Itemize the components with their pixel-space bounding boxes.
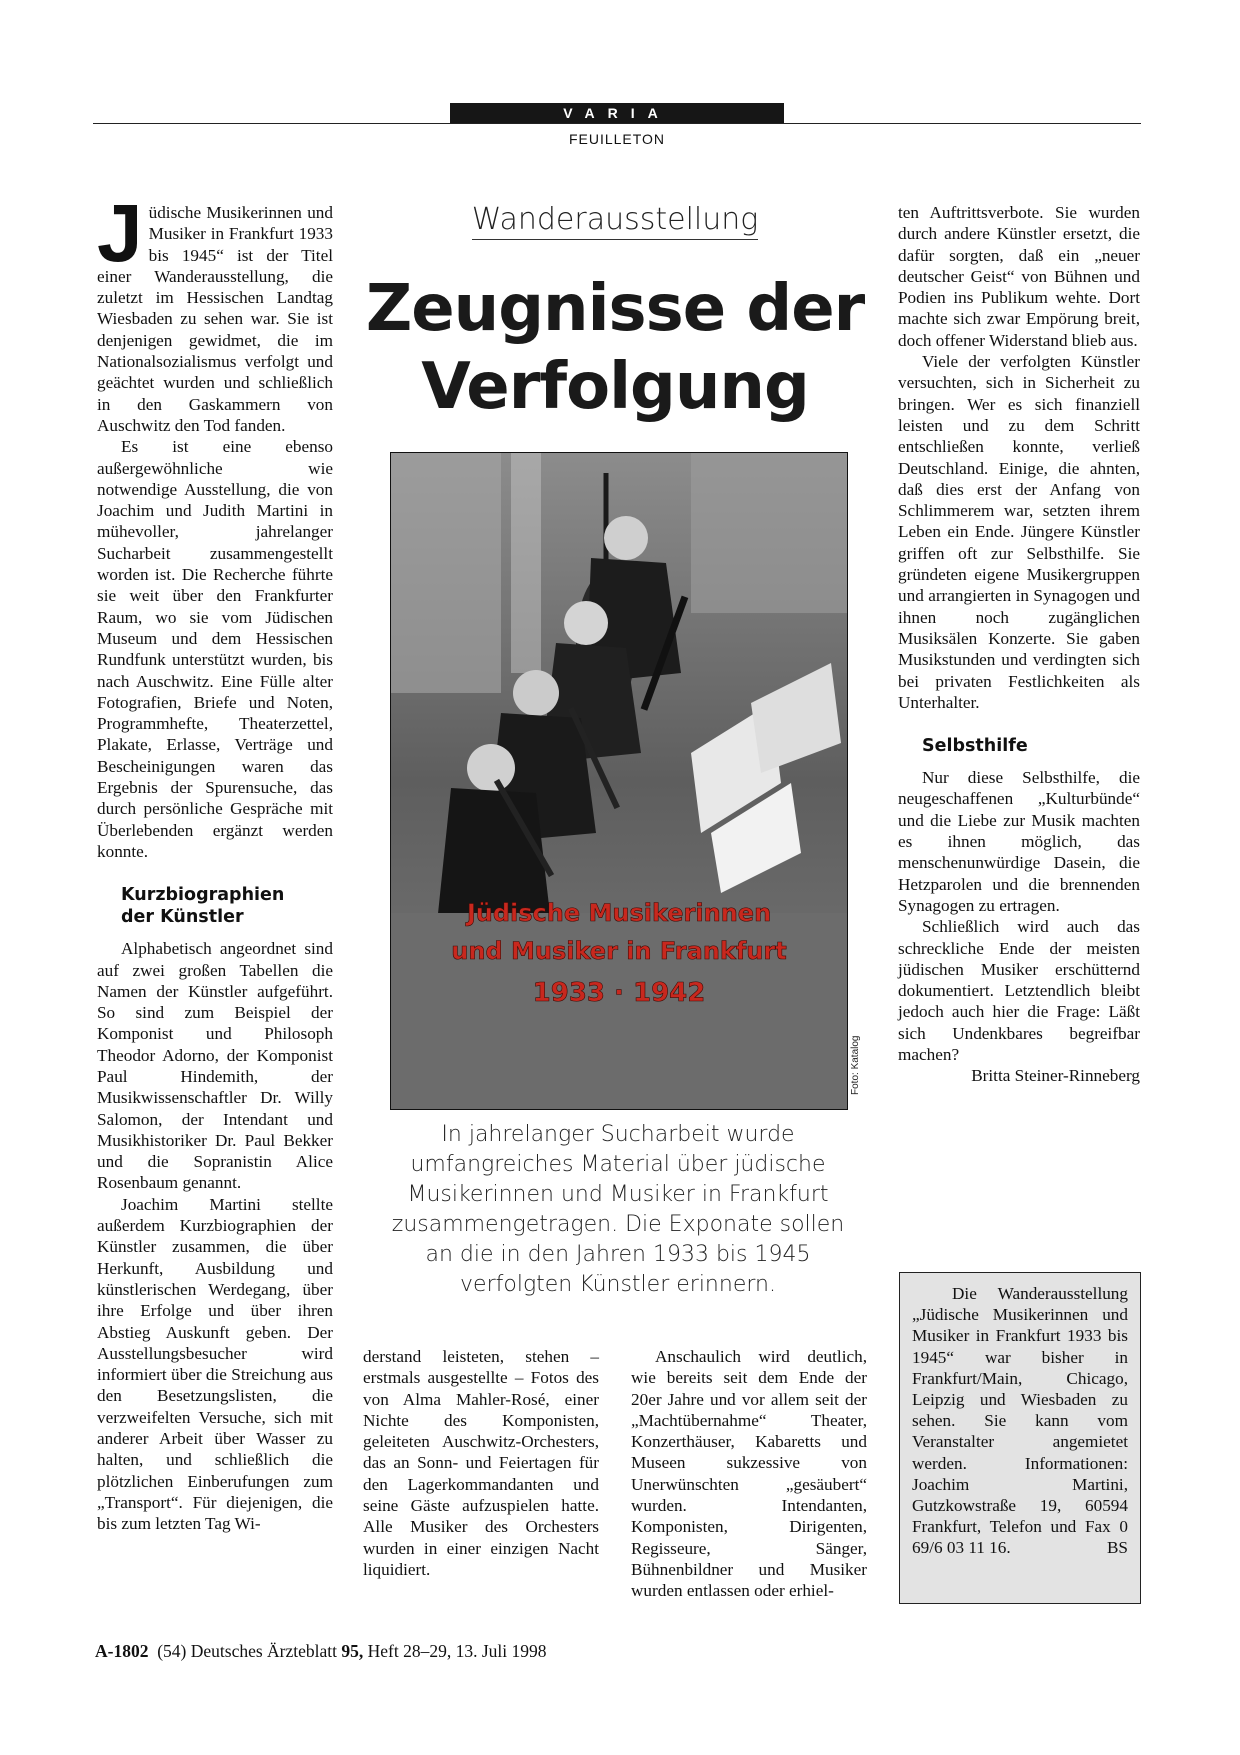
info-box (899, 1272, 1141, 1604)
kicker-text: Wanderausstellung (472, 202, 759, 240)
headline-line: Zeugnisse der (365, 272, 865, 346)
paragraph: üdische Musikerinnen und Musiker in Frankfurt 1933 bis 1945“ ist der Titel einer Wanderausstellung, die zuletzt im Hessischen Landtag Wiesbaden zu sehen war. Sie ist denjenigen gewidmet, die im Nationalsozialismus verfolgt und geächtet wurden und schließlich in den Gaskammern von Auschwitz den Tod fanden. (97, 203, 333, 435)
article-column-1 (97, 188, 333, 1535)
subheading-line: der Künstler (121, 907, 244, 928)
paragraph: ten Auftrittsverbote. Sie wurden durch andere Künstler ersetzt, die dafür sorgten, daß ein „neuer deutscher Geist“ von Bühnen und Podien ins Publikum wehte. Dort machte sich zwar Empörung breit, doch offener Widerstand blieb aus. (898, 203, 1140, 350)
photo-illustration (391, 453, 847, 1109)
author-byline: Britta Steiner-Rinneberg (971, 1066, 1140, 1086)
poster-line-1: Jüdische Musikerinnen (466, 899, 772, 927)
header-rule (93, 123, 1141, 124)
volume-number: 95, (341, 1641, 364, 1661)
page-footer (95, 1641, 547, 1662)
issue-prefix: (54) Deutsches Ärzteblatt (157, 1641, 338, 1661)
article-column-3 (631, 1346, 867, 1602)
article-column-4 (898, 202, 1140, 1087)
paragraph: Es ist eine ebenso außergewöhnliche wie notwendige Ausstellung, die von Joachim und Judith Martini in mühevoller, jahrelanger Sucharbeit zusammengestellt worden ist. Die Recherche führte sie weit über den Frankfurter Raum, wo sie vom Jüdischen Museum und dem Hessischen Rundfunk unterstützt wurden, bis nach Auschwitz. Eine Fülle alter Fotografien, Briefe und Noten, Programmhefte, Theaterzettel, Plakate, Erlasse, Verträge und Bescheinigungen waren das Ergebnis der Spurensuche, das durch persönliche Gespräche mit Überlebenden ergänzt werden konnte. (97, 437, 333, 861)
issue-details: Heft 28–29, 13. Juli 1998 (367, 1641, 547, 1661)
subheading-biographies (121, 884, 333, 928)
paragraph: Nur diese Selbsthilfe, die neugeschaffenen „Kulturbünde“ und die Liebe zur Musik machten es ihnen möglich, das menschenunwürdige Dasein, die Hetzparolen und die brennenden Synagogen zu ertragen. (898, 768, 1140, 915)
orchestra-photo (390, 452, 848, 1110)
headline (340, 270, 890, 426)
kicker (360, 202, 870, 237)
subheading-line: Kurzbiographien (121, 885, 285, 906)
paragraph: Schließlich wird auch das schreckliche Ende der meisten jüdischen Musiker erschütternd dokumentiert. Letztendlich bleibt jedoch auch hier die Frage: Läßt sich Undenkbares begreifbar machen? (898, 917, 1140, 1064)
info-box-signature: BS (1106, 1538, 1128, 1558)
paragraph: Anschaulich wird deutlich, wie bereits seit dem Ende der 20er Jahre und vor allem seit der „Machtübernahme“ Theater, Konzerthäuser, Kabaretts und Museen sukzessive von Unerwünschten „gesäubert“ wurden. Intendanten, Komponisten, Dirigenten, Regisseure, Sänger, Bühnenbildner und Musiker wurden entlassen oder erhiel- (631, 1347, 867, 1601)
paragraph: Alphabetisch angeordnet sind auf zwei großen Tabellen die Namen der Künstler aufgeführt. So sind zum Beispiel der Komponist und Philosoph Theodor Adorno, der Komponist Paul Hindemith, der Musikwissenschaftler Dr. Willy Salomon, der Intendant und Musikhistoriker Dr. Paul Bekker und die Sopranistin Alice Rosenbaum genannt. (97, 939, 333, 1193)
subsection-label: FEUILLETON (568, 131, 666, 147)
poster-line-2: und Musiker in Frankfurt (451, 937, 787, 965)
paragraph: derstand leisteten, stehen – erstmals ausgestellte – Fotos des von Alma Mahler-Rosé, einer Nichte des Komponisten, geleiteten Auschwitz-Orchesters, das an Sonn- und Feiertagen für den Lagerkommandanten und seine Gäste aufzuspielen hatte. Alle Musiker des Orchesters wurden in einer einzigen Nacht liquidiert. (363, 1347, 599, 1579)
photo-credit: Foto: Katalog (850, 1035, 861, 1095)
photo-caption: In jahrelanger Sucharbeit wurde umfangreiches Material über jüdische Musikerinnen und Musiker in Frankfurt zusammengetragen. Die Exponate sollen an die in den Jahren 1933 bis 1945 verfolgten Künstler erinnern. (391, 1122, 845, 1297)
paragraph: Joachim Martini stellte außerdem Kurzbiographien der Künstler zusammen, die über Herkunft, Ausbildung und künstlerischen Werdegang, über ihre Erfolge und über ihren Abstieg Auskunft geben. Der Ausstellungsbesucher wird informiert über die Streichung aus den Besetzungslisten, die verzweifelten Versuche, sich mit anderer Arbeit über Wasser zu halten, und schließlich die plötzlichen Einberufungen zum „Transport“. Für diejenigen, die bis zum letzten Tag Wi- (97, 1194, 333, 1534)
page-number: A-1802 (95, 1641, 149, 1661)
section-label: VARIA (450, 103, 784, 123)
drop-cap: J (97, 188, 143, 279)
article-column-2 (363, 1346, 599, 1580)
headline-line: Verfolgung (421, 350, 809, 424)
info-box-text: Die Wanderausstellung „Jüdische Musikerinnen und Musiker in Frankfurt 1933 bis 1945“ war bisher in Frankfurt/Main, Chicago, Leipzig und Wiesbaden zu sehen. Sie kann vom Veranstalter angemietet werden. Informationen: Joachim Martini, Gutzkowstraße 19, 60594 Frankfurt, Telefon und Fax 0 69/6 03 11 16. (912, 1284, 1128, 1558)
poster-line-3: 1933 · 1942 (532, 978, 706, 1008)
paragraph: Viele der verfolgten Künstler versuchten, sich in Sicherheit zu bringen. Wer es sich finanziell leisten und zu dem Schritt entschließen konnte, verließ Deutschland. Einige, die ahnten, daß dies erst der Anfang von Schlimmerem war, setzten ihrem Leben ein Ende. Jüngere Künstler griffen oft zur Selbsthilfe. Sie gründeten eigene Musikergruppen und arrangierten in Synagogen und ihnen noch zugänglichen Musiksälen Konzerte. Sie gaben Musikstunden und verdingten sich bei privaten Festlichkeiten als Unterhalter. (898, 352, 1140, 712)
subheading-selbsthilfe: Selbsthilfe (922, 736, 1028, 757)
